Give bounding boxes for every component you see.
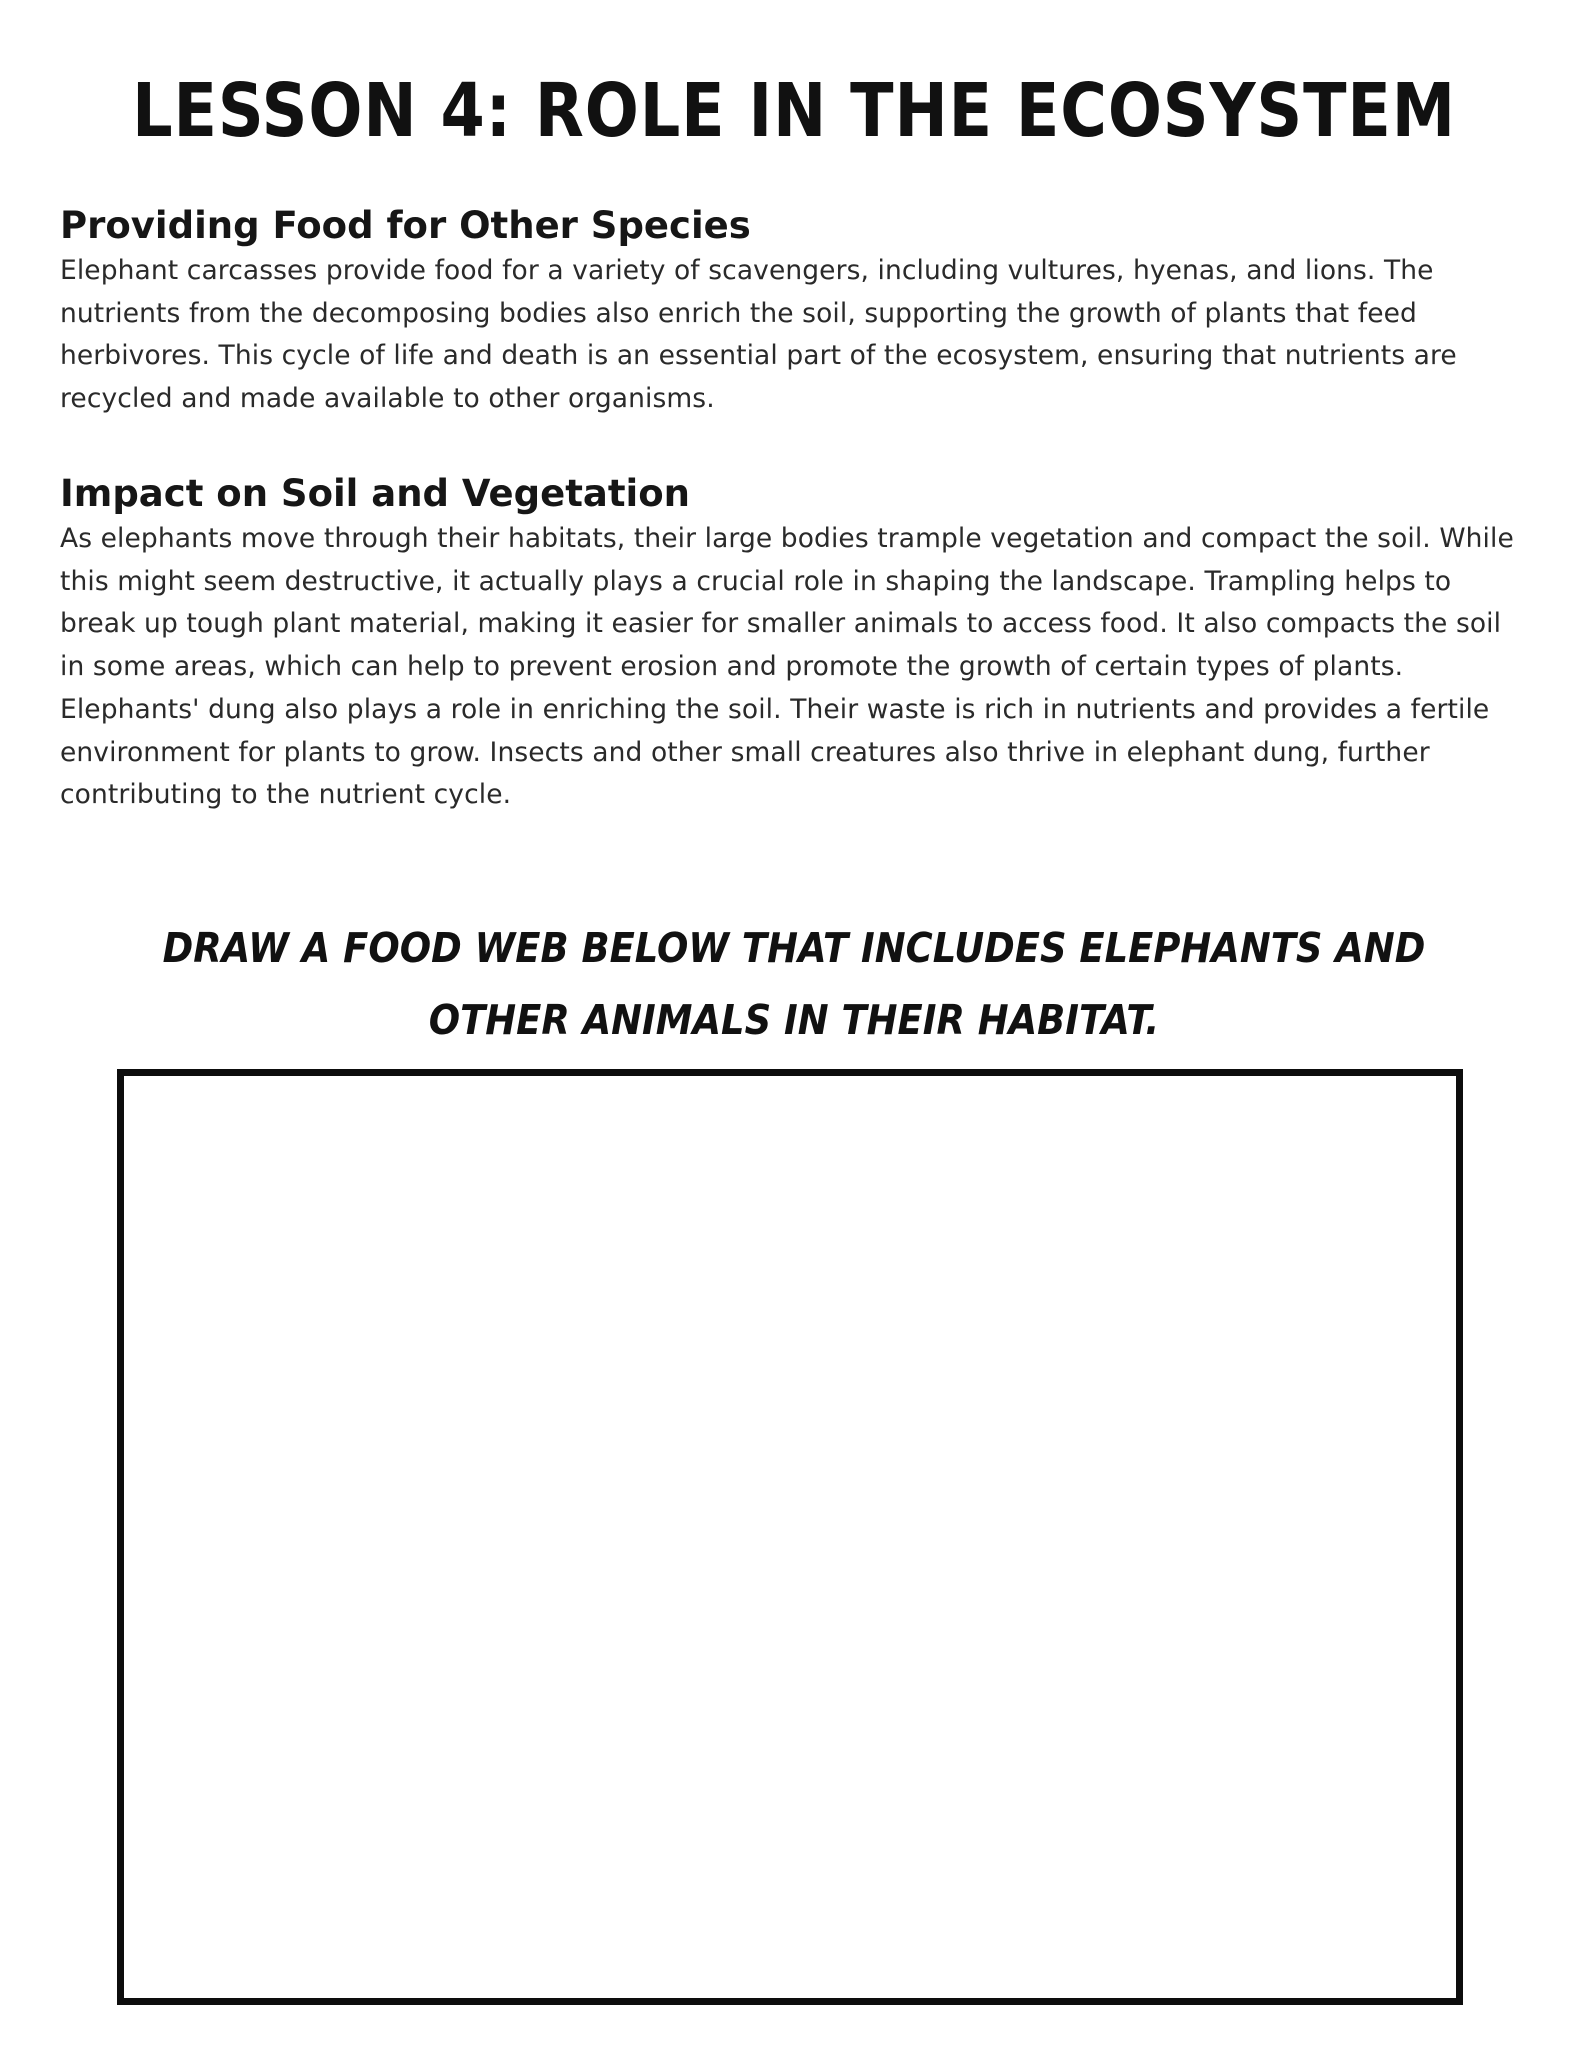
section-heading: Impact on Soil and Vegetation xyxy=(60,472,690,515)
section-paragraph: Elephants' dung also plays a role in enriching the soil. Their waste is rich in nutrients and provides a fertile environment for plants to grow. Insects and other small creatures also thrive in elephant dung, further contributing to the nutrient cycle. xyxy=(60,693,1490,811)
section-soil-vegetation xyxy=(60,470,1530,817)
section-paragraph: Elephant carcasses provide food for a variety of scavengers, including vultures, hyenas, and lions. The nutrients from the decomposing bodies also enrich the soil, supporting the growth of plants that feed herbivores. This cycle of life and death is an essential part of the ecosystem, ensuring that nutrients are recycled and made available to other organisms. xyxy=(60,255,1457,415)
page-title: LESSON 4: ROLE IN THE ECOSYSTEM xyxy=(132,68,1456,154)
section-paragraph: As elephants move through their habitats, their large bodies trample vegetation and compact the soil. While this might seem destructive, it actually plays a crucial role in shaping the landscape. Trampling helps to break up tough plant material, making it easier for smaller animals to access food. It also compacts the soil in some areas, which can help to prevent erosion and promote the growth of certain types of plants. xyxy=(60,523,1514,683)
food-web-drawing-area[interactable] xyxy=(117,1069,1463,2005)
activity-prompt: DRAW A FOOD WEB BELOW THAT INCLUDES ELEPHANTS AND OTHER ANIMALS IN THEIR HABITAT. xyxy=(162,924,1426,1044)
section-heading: Providing Food for Other Species xyxy=(60,204,751,247)
section-food-for-species xyxy=(60,202,1530,421)
